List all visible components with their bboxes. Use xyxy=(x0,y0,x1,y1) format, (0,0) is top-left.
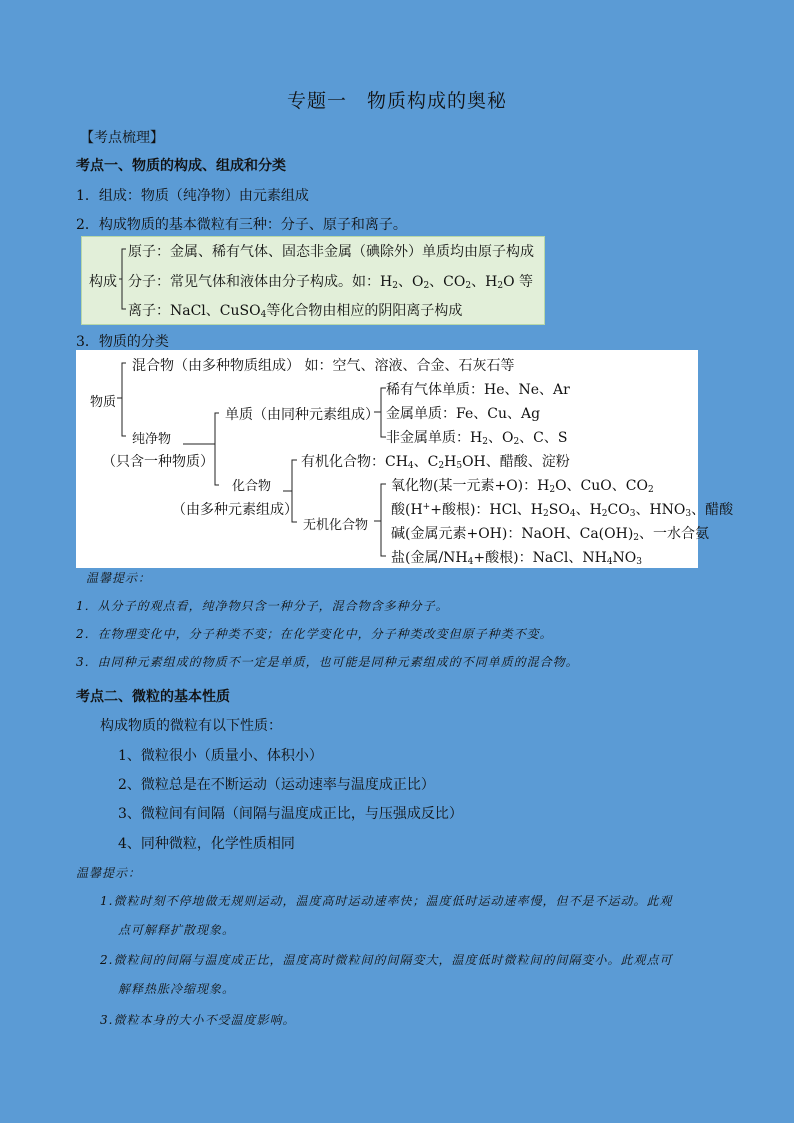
kp1-hint-1: 1．从分子的观点看，纯净物只含一种分子，混合物含多种分子。 xyxy=(76,599,449,613)
kp2-item-3: 3、微粒间有间隔（间隔与温度成正比，与压强成反比） xyxy=(118,806,463,822)
kp2-hint-1a: 1.微粒时刻不停地做无规则运动，温度高时运动速率快；温度低时运动速率慢，但不是不运动。此观 xyxy=(100,894,673,908)
tree-salt: 盐(金属$/NH_4+$酸根)：NaCl、$NH_4NO_3$ xyxy=(391,550,643,567)
kp2-item-4: 4、同种微粒，化学性质相同 xyxy=(118,836,295,852)
tree-pure: 纯净物 xyxy=(132,432,172,447)
tree-pure-desc: （只含一种物质） xyxy=(102,454,214,470)
kp1-hint-3: 3．由同种元素组成的物质不一定是单质，也可能是同种元素组成的不同单质的混合物。 xyxy=(76,655,579,669)
composition-root: 构成 xyxy=(89,274,117,290)
kp2-hint-title: 温馨提示： xyxy=(76,866,142,880)
kp2-hint-2b: 解释热胀冷缩现象。 xyxy=(118,982,236,996)
tree-compound-desc: （由多种元素组成） xyxy=(172,502,298,518)
kp1-heading: 考点一、物质的构成、组成和分类 xyxy=(76,158,286,174)
tree-mixture: 混合物（由多种物质组成） 如：空气、溶液、合金、石灰石等 xyxy=(132,358,515,374)
tree-inorganic: 无机化合物 xyxy=(303,518,369,533)
tree-compound: 化合物 xyxy=(232,479,272,494)
tree-root: 物质 xyxy=(90,395,117,410)
composition-molecule: 分子：常见气体和液体由分子构成。如：$H_2$、$O_2$、$CO_2$、$H_2O$ 等 xyxy=(128,274,533,291)
tree-organic: 有机化合物：$CH_4$、$C_2H_5OH$、醋酸、淀粉 xyxy=(301,454,570,471)
kp2-item-2: 2、微粒总是在不断运动（运动速率与温度成正比） xyxy=(118,777,435,793)
section-header: 【考点梳理】 xyxy=(80,130,164,146)
tree-nonmetal: 非金属单质：$H_2$、$O_2$、C、S xyxy=(386,430,568,447)
kp1-item1: 1．组成：物质（纯净物）由元素组成 xyxy=(76,188,309,204)
kp1-item3: 3．物质的分类 xyxy=(76,334,169,350)
tree-simple: 单质（由同种元素组成） xyxy=(225,407,379,423)
composition-atom: 原子：金属、稀有气体、固态非金属（碘除外）单质均由原子构成 xyxy=(128,244,534,260)
composition-ion: 离子：NaCl、CuSO$_4$等化合物由相应的阴阳离子构成 xyxy=(128,303,463,320)
kp2-hint-1b: 点可解释扩散现象。 xyxy=(118,923,236,937)
tree-metal: 金属单质：Fe、Cu、Ag xyxy=(386,406,541,422)
kp2-hint-3: 3.微粒本身的大小不受温度影响。 xyxy=(100,1013,296,1027)
tree-oxide: 氧化物(某一元素+O)：$H_2O$、CuO、$CO_2$ xyxy=(391,478,654,495)
kp1-hint-2: 2．在物理变化中，分子种类不变；在化学变化中，分子种类改变但原子种类不变。 xyxy=(76,627,553,641)
tree-base: 碱(金属元素+OH)：NaOH、$Ca(OH)_2$、一水合氨 xyxy=(391,526,710,543)
kp1-hint-title: 温馨提示： xyxy=(86,571,152,585)
kp2-intro: 构成物质的微粒有以下性质： xyxy=(100,718,282,734)
kp2-hint-2a: 2.微粒间的间隔与温度成正比，温度高时微粒间的间隔变大，温度低时微粒间的间隔变小。此观点可 xyxy=(100,953,673,967)
kp2-item-1: 1、微粒很小（质量小、体积小） xyxy=(118,748,323,764)
kp1-item2: 2．构成物质的基本微粒有三种：分子、原子和离子。 xyxy=(76,217,407,233)
tree-noble-gas: 稀有气体单质：He、Ne、Ar xyxy=(386,382,570,398)
page-title: 专题一 物质构成的奥秘 xyxy=(286,90,507,112)
tree-acid: 酸(H++酸根)：HCl、$H_2SO_4$、$H_2CO_3$、$HNO_3$、醋酸 xyxy=(391,502,734,519)
kp2-heading: 考点二、微粒的基本性质 xyxy=(76,689,230,705)
